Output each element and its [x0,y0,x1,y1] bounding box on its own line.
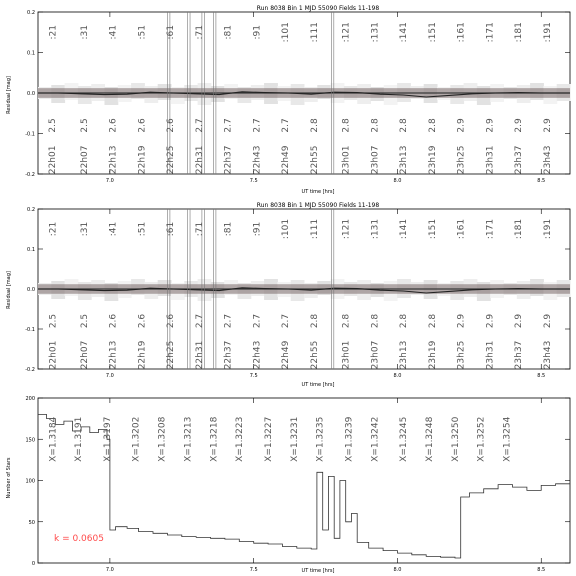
middle-time-label: 23h25 [456,340,467,370]
residual-ylabel-top: Residual [mag] [6,76,12,114]
top-xtick-label: 8.5 [537,178,546,184]
top-field-label: :171 [485,22,496,43]
stars-x-label: X=1.3231 [289,416,300,462]
middle-airmass-label: 2.7 [252,313,263,329]
residual-xlabel-top: UT time [hrs] [301,189,335,195]
top-time-label: 23h19 [427,145,438,175]
top-xtick-label: 8.0 [393,178,402,184]
middle-field-label: :121 [341,218,352,240]
middle-time-label: 23h13 [399,340,410,370]
top-airmass-label: 2.6 [166,118,177,133]
middle-ytick-label: 0.2 [27,207,35,213]
middle-airmass-label: 2.7 [281,313,292,329]
middle-xtick-label: 7.0 [105,373,114,379]
top-field-label: :31 [79,25,90,40]
top-airmass-label: 2.8 [399,118,410,133]
top-airmass-label: 2.7 [281,118,292,133]
middle-airmass-label: 2.9 [542,313,553,329]
top-xtick-label: 7.5 [249,178,258,184]
top-field-label: :111 [309,22,320,43]
top-ytick-label: -0.1 [25,131,35,138]
middle-time-label: 22h13 [108,340,119,370]
top-time-label: 23h25 [456,145,467,175]
residual-title-top: Run 8038 Bin 1 MJD 55090 Fields 11-198 [256,5,380,12]
middle-time-label: 22h49 [281,340,292,370]
middle-time-label: 23h31 [485,340,496,370]
top-airmass-label: 2.7 [252,118,263,133]
top-field-label: :91 [252,25,263,40]
top-airmass-label: 2.8 [370,118,381,133]
top-ytick-label: 0.0 [27,91,35,97]
stars-x-label: X=1.3252 [476,416,487,462]
stars-ytick-label: 50 [28,519,35,526]
stars-content [38,415,570,559]
top-time-label: 23h13 [399,145,410,175]
top-ytick-label: -0.2 [25,172,35,178]
middle-airmass-label: 2.6 [108,313,119,329]
middle-field-label: :161 [456,218,467,240]
top-ytick-label: 0.2 [27,10,35,16]
top-airmass-label: 2.6 [137,118,148,133]
top-time-label: 22h43 [252,145,263,175]
stars-x-label: X=1.3235 [315,416,326,462]
middle-field-label: :191 [542,218,553,240]
stars-x-label: X=1.3245 [399,416,410,462]
top-xtick-label: 7.0 [105,178,114,184]
middle-time-label: 22h31 [194,340,205,370]
top-airmass-label: 2.6 [108,118,119,133]
middle-time-label: 22h55 [309,340,320,370]
middle-content [38,209,571,369]
top-field-label: :131 [370,22,381,43]
stars-x-label: X=1.3213 [183,416,194,462]
stars-frame [38,398,570,563]
top-field-label: :51 [137,25,148,40]
top-field-label: :41 [108,25,119,40]
top-airmass-label: 2.9 [542,118,553,133]
top-time-label: 23h31 [485,145,496,175]
stars-xtick-label: 7.5 [249,567,258,573]
middle-field-label: :81 [223,221,234,237]
middle-time-label: 23h43 [542,340,553,370]
stars-x-label: X=1.3254 [502,416,513,462]
top-field-label: :121 [341,22,352,43]
stars-x-label: X=1.3191 [74,416,85,462]
stars-x-label: X=1.3184 [48,416,59,462]
top-time-label: 22h25 [166,145,177,175]
middle-field-label: :151 [427,218,438,240]
stars-xtick-label: 8.5 [537,567,546,573]
middle-field-label: :101 [281,218,292,240]
top-field-label: :181 [514,22,525,43]
stars-x-label: X=1.3248 [424,416,435,462]
top-field-label: :161 [456,22,467,43]
middle-time-label: 23h19 [427,340,438,370]
stars-ylabel: Number of Stars [6,457,12,499]
middle-field-label: :41 [108,221,119,237]
top-field-label: :101 [281,22,292,43]
stars-x-label: X=1.3227 [263,416,274,462]
top-time-label: 22h31 [194,145,205,175]
middle-ytick-label: 0.0 [27,287,35,293]
middle-airmass-label: 2.8 [399,313,410,329]
middle-field-label: :61 [166,221,177,237]
top-airmass-label: 2.9 [514,118,525,133]
top-field-label: :21 [48,25,59,40]
stars-x-label: X=1.3208 [157,416,168,462]
top-field-label: :81 [223,25,234,40]
stars-ytick-label: 0 [31,561,35,567]
middle-field-label: :31 [79,221,90,237]
residual-ylabel-middle: Residual [mag] [6,271,12,309]
top-airmass-label: 2.7 [223,118,234,133]
middle-field-label: :21 [48,221,59,237]
stars-xlabel: UT time [hrs] [301,568,335,574]
middle-field-label: :51 [137,221,148,237]
top-field-label: :191 [542,22,553,43]
middle-time-label: 22h25 [166,340,177,370]
middle-time-label: 22h07 [79,340,90,370]
middle-time-label: 22h37 [223,340,234,370]
top-time-label: 22h19 [137,145,148,175]
stars-ytick-label: 150 [25,437,35,444]
top-field-label: :61 [166,25,177,40]
top-airmass-label: 2.8 [341,118,352,133]
top-time-label: 22h37 [223,145,234,175]
top-field-label: :141 [399,22,410,43]
middle-airmass-label: 2.6 [137,313,148,329]
middle-field-label: :131 [370,218,381,240]
top-content [38,12,571,174]
stars-x-label: X=1.3223 [235,416,246,462]
middle-airmass-label: 2.8 [309,313,320,329]
middle-field-label: :171 [485,218,496,240]
stars-ytick-label: 200 [25,396,35,402]
top-airmass-label: 2.5 [48,118,59,133]
stars-step-line [38,415,570,559]
middle-time-label: 22h19 [137,340,148,370]
stars-x-label: X=1.3218 [209,416,220,462]
middle-airmass-label: 2.7 [194,313,205,329]
stars-xtick-label: 7.0 [105,567,114,573]
middle-airmass-label: 2.9 [514,313,525,329]
top-time-label: 22h13 [108,145,119,175]
middle-airmass-label: 2.8 [427,313,438,329]
top-time-label: 22h01 [48,145,59,175]
stars-x-label: X=1.3197 [102,416,113,462]
top-time-label: 23h37 [514,145,525,175]
middle-field-label: :141 [399,218,410,240]
middle-airmass-label: 2.7 [223,313,234,329]
middle-airmass-label: 2.5 [79,313,90,329]
middle-ytick-label: 0.1 [27,247,35,253]
middle-time-label: 23h07 [370,340,381,370]
middle-xtick-label: 8.5 [537,373,546,379]
middle-time-label: 22h43 [252,340,263,370]
stars-xtick-label: 8.0 [393,567,402,573]
middle-field-label: :91 [252,221,263,237]
stars-x-label: X=1.3250 [450,416,461,462]
top-time-label: 23h07 [370,145,381,175]
middle-field-label: :71 [194,221,205,237]
top-time-label: 23h01 [341,145,352,175]
top-airmass-label: 2.5 [79,118,90,133]
top-airmass-label: 2.8 [309,118,320,133]
top-field-label: :151 [427,22,438,43]
middle-time-label: 22h01 [48,340,59,370]
middle-xtick-label: 7.5 [249,373,258,379]
top-ytick-label: 0.1 [27,50,35,57]
middle-xtick-label: 8.0 [393,373,402,379]
top-airmass-label: 2.7 [194,118,205,133]
middle-field-label: :111 [309,218,320,240]
k-annotation: k = 0.0605 [54,534,104,544]
middle-field-label: :181 [514,218,525,240]
top-time-label: 22h07 [79,145,90,175]
middle-airmass-label: 2.8 [370,313,381,329]
stars-x-label: X=1.3239 [344,416,355,462]
middle-ytick-label: -0.2 [25,367,35,373]
stars-ytick-label: 100 [25,478,35,485]
middle-airmass-label: 2.5 [48,313,59,329]
stars-x-label: X=1.3202 [131,416,142,462]
top-airmass-label: 2.8 [427,118,438,133]
middle-airmass-label: 2.9 [485,313,496,329]
middle-airmass-label: 2.8 [341,313,352,329]
top-time-label: 22h49 [281,145,292,175]
residual-title-middle: Run 8038 Bin 1 MJD 55090 Fields 11-198 [256,202,380,209]
residual-xlabel-middle: UT time [hrs] [301,382,335,388]
middle-time-label: 23h37 [514,340,525,370]
stars-panel [6,457,335,574]
middle-time-label: 23h01 [341,340,352,370]
top-airmass-label: 2.9 [456,118,467,133]
middle-ytick-label: -0.1 [25,327,35,333]
top-airmass-label: 2.9 [485,118,496,133]
middle-airmass-label: 2.9 [456,313,467,329]
middle-airmass-label: 2.6 [166,313,177,329]
top-time-label: 22h55 [309,145,320,175]
top-time-label: 23h43 [542,145,553,175]
stars-x-label: X=1.3242 [370,416,381,462]
top-field-label: :71 [194,25,205,40]
